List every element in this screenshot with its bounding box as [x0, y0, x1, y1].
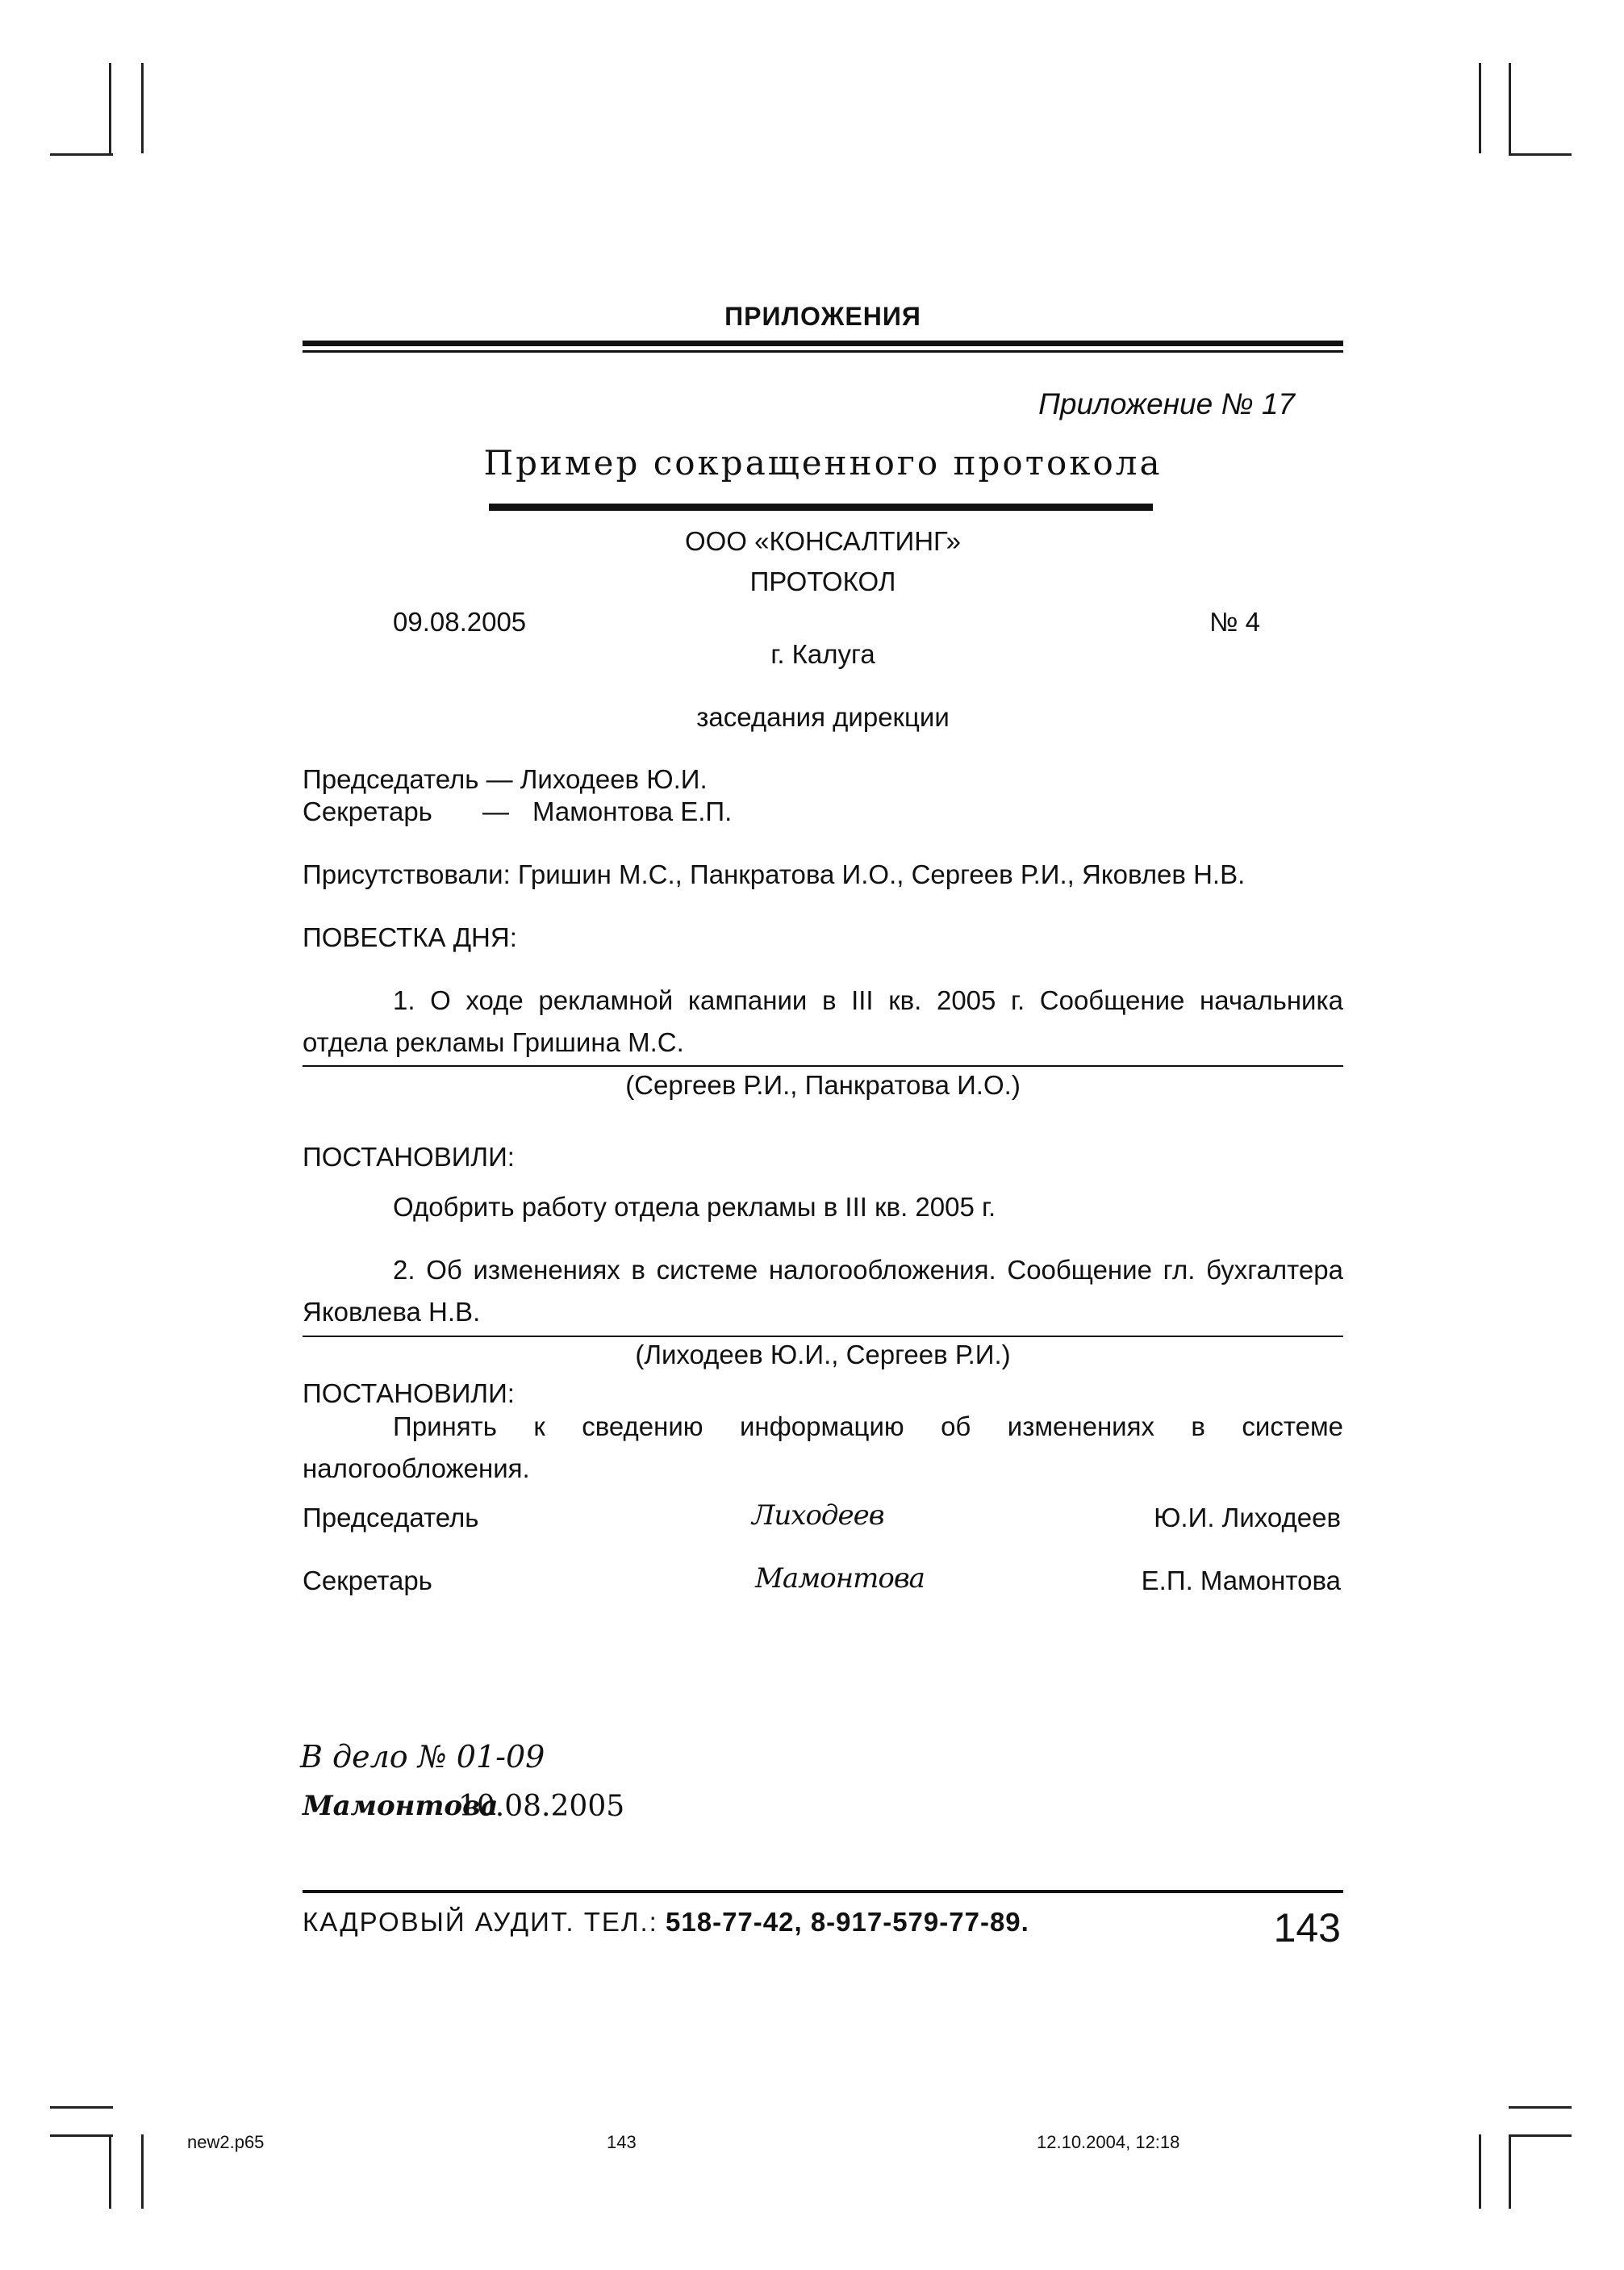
agenda-item-2 — [303, 1249, 1343, 1333]
header-rule-thin — [303, 350, 1343, 353]
item-2-rule — [303, 1336, 1343, 1337]
secretary-dash: — — [482, 796, 509, 826]
signature-role-chairman: Председатель — [303, 1503, 479, 1532]
resolved-2-text: Принять к сведению информацию об изменениях в системе налогообложения. — [303, 1411, 1343, 1483]
item-2-speakers: (Лиходеев Ю.И., Сергеев Р.И.) — [635, 1340, 1011, 1369]
filing-note-date: 10.08.2005 — [458, 1790, 625, 1823]
agenda-item-1-text: 1. О ходе рекламной кампании в III кв. 2005 г. Сообщение начальника отдела рекламы Гришина М.С. — [303, 985, 1343, 1057]
signature-name-secretary: Е.П. Мамонтова — [1141, 1566, 1341, 1595]
page-number: 143 — [1273, 1905, 1341, 1950]
filing-note-signer: Мамонтова — [303, 1790, 499, 1822]
organization-name: ООО «КОНСАЛТИНГ» — [684, 526, 962, 556]
secretary-name: Мамонтова Е.П. — [532, 796, 733, 826]
signature-name-chairman: Ю.И. Лиходеев — [1154, 1503, 1341, 1532]
protocol-subject: заседания дирекции — [696, 702, 950, 732]
footer-publication-line — [303, 1906, 1029, 1938]
protocol-number: № 4 — [1209, 607, 1260, 637]
section-title: ПРИЛОЖЕНИЯ — [724, 302, 921, 331]
footer-rule — [303, 1890, 1343, 1893]
document-type: ПРОТОКОЛ — [749, 566, 896, 596]
agenda-heading: ПОВЕСТКА ДНЯ: — [303, 922, 517, 952]
resolved-1-heading: ПОСТАНОВИЛИ: — [303, 1142, 515, 1172]
footer-phones: 518-77-42, 8-917-579-77-89. — [666, 1907, 1029, 1937]
signature-role-secretary: Секретарь — [303, 1566, 432, 1595]
filing-note-line: В дело № 01-09 — [300, 1739, 545, 1775]
header-rule-thick — [303, 341, 1343, 346]
item-1-rule — [303, 1065, 1343, 1067]
agenda-item-2-text: 2. Об изменениях в системе налогообложения. Сообщение гл. бухгалтера Яковлева Н.В. — [303, 1255, 1343, 1327]
slug-timestamp: 12.10.2004, 12:18 — [1037, 2132, 1180, 2152]
agenda-item-1 — [303, 980, 1343, 1064]
resolved-2-heading: ПОСТАНОВИЛИ: — [303, 1378, 515, 1408]
resolved-2 — [303, 1406, 1343, 1490]
signature-secretary: Мамонтова — [755, 1562, 925, 1595]
footer-publication: КАДРОВЫЙ АУДИТ. ТЕЛ.: — [303, 1907, 658, 1937]
item-1-speakers: (Сергеев Р.И., Панкратова И.О.) — [625, 1070, 1021, 1100]
appendix-title: Пример сокращенного протокола — [483, 443, 1163, 483]
resolved-1-text: Одобрить работу отдела рекламы в III кв. 2005 г. — [393, 1192, 996, 1222]
slug-file: new2.p65 — [187, 2132, 265, 2152]
secretary-label: Секретарь — [303, 796, 432, 826]
protocol-city: г. Калуга — [770, 639, 875, 669]
present-list: Присутствовали: Гришин М.С., Панкратова И.О., Сергеев Р.И., Яковлев Н.В. — [303, 859, 1246, 889]
appendix-number: Приложение № 17 — [1038, 387, 1295, 420]
title-underline — [489, 504, 1153, 511]
signature-chairman: Лиходеев — [752, 1499, 884, 1532]
protocol-date: 09.08.2005 — [393, 607, 527, 637]
chairman-line: Председатель — Лиходеев Ю.И. — [303, 764, 708, 794]
slug-page: 143 — [607, 2132, 637, 2152]
